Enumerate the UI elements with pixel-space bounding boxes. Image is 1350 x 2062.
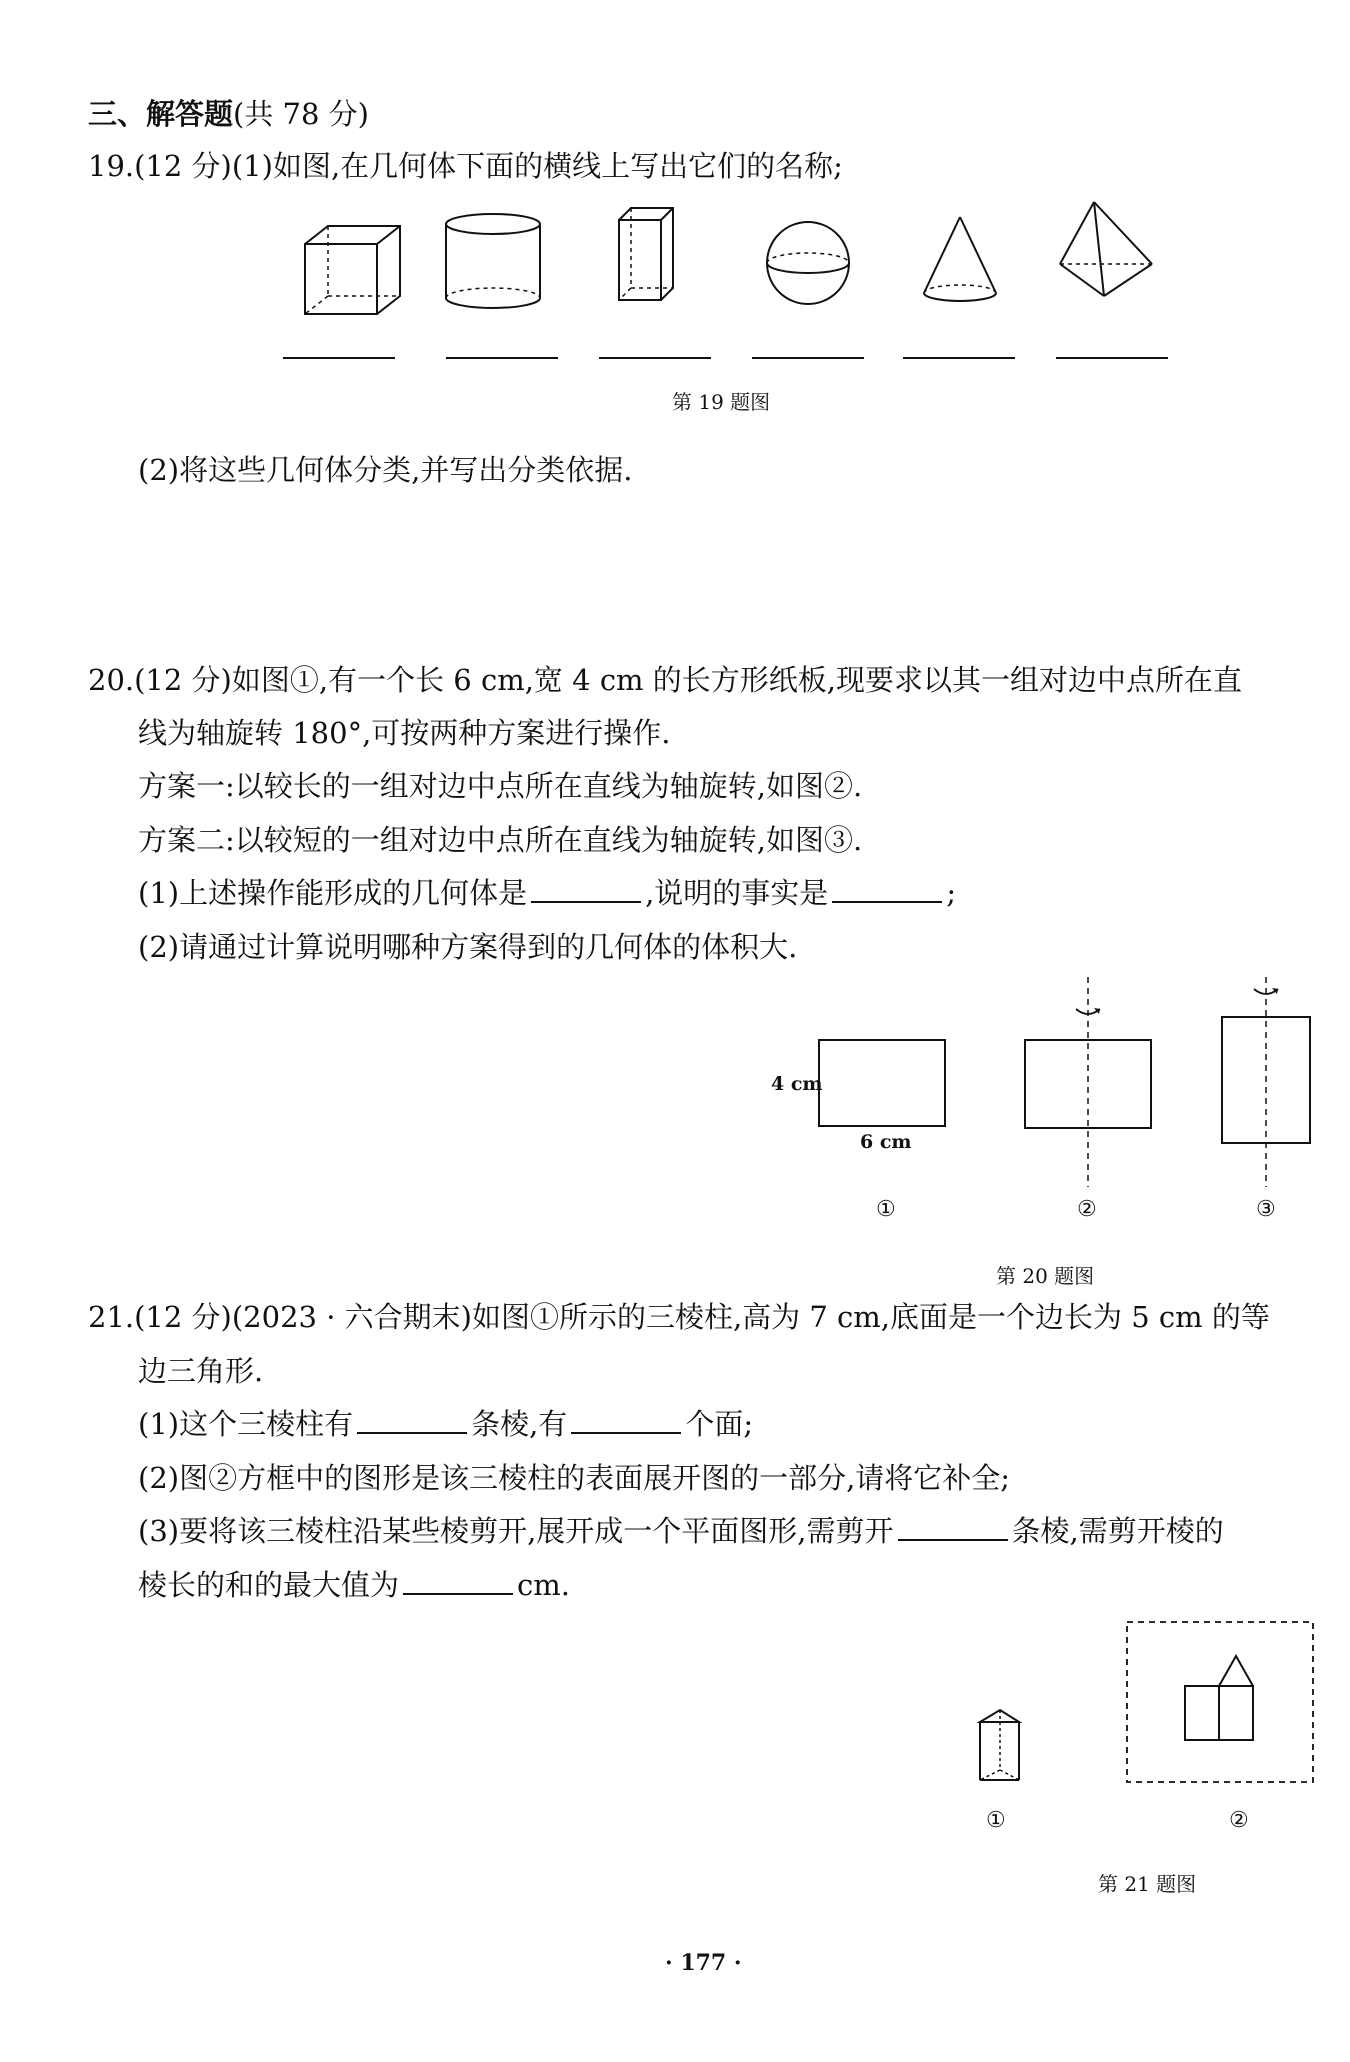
- section-title: 三、解答题: [88, 97, 234, 131]
- answer-line-2[interactable]: [446, 357, 558, 359]
- label-length: 6 cm: [860, 1131, 912, 1153]
- answer-blank[interactable]: [898, 1513, 1008, 1541]
- rectangle-figure-2: [1020, 975, 1150, 1190]
- q19-part2: (2)将这些几何体分类,并写出分类依据.: [138, 453, 633, 487]
- q21-part1-text-a: (1)这个三棱柱有: [138, 1407, 354, 1441]
- answer-line-1[interactable]: [283, 357, 395, 359]
- q20-part1: [138, 873, 956, 913]
- label-width: 4 cm: [771, 1073, 823, 1095]
- q21-part3-text-a: (3)要将该三棱柱沿某些棱剪开,展开成一个平面图形,需剪开: [138, 1514, 894, 1548]
- q21-line2: 边三角形.: [138, 1354, 264, 1388]
- answer-line-4[interactable]: [752, 357, 864, 359]
- answer-line-6[interactable]: [1056, 357, 1168, 359]
- answer-blank[interactable]: [571, 1406, 681, 1434]
- answer-blank[interactable]: [531, 875, 641, 903]
- rectangular-prism-icon: [617, 206, 677, 302]
- q21-part3-text-b: 条棱,需剪开棱的: [1011, 1514, 1224, 1548]
- page-number: · 177 ·: [665, 1950, 742, 1976]
- q21-part1-text-b: 条棱,有: [471, 1407, 568, 1441]
- q20-line1: 20.(12 分)如图①,有一个长 6 cm,宽 4 cm 的长方形纸板,现要求以其一组对边中点所在直: [88, 663, 1242, 697]
- sphere-icon: [763, 218, 853, 308]
- marker-3: ③: [1256, 1197, 1276, 1222]
- cylinder-icon: [443, 212, 543, 312]
- marker-1: ①: [876, 1197, 896, 1222]
- q21-part2: (2)图②方框中的图形是该三棱柱的表面展开图的一部分,请将它补全;: [138, 1461, 1011, 1495]
- q21-marker-2: ②: [1229, 1808, 1249, 1833]
- q20-plan1: 方案一:以较长的一组对边中点所在直线为轴旋转,如图②.: [138, 769, 863, 803]
- q21-marker-1: ①: [986, 1808, 1006, 1833]
- q20-caption: 第 20 题图: [996, 1264, 1095, 1288]
- q19-caption: 第 19 题图: [672, 390, 771, 414]
- net-diagram-frame: [1125, 1620, 1317, 1786]
- q20-plan2: 方案二:以较短的一组对边中点所在直线为轴旋转,如图③.: [138, 823, 863, 857]
- q21-part1: [138, 1404, 753, 1444]
- q21-part3-line2: [138, 1565, 570, 1605]
- q19-part1: 19.(12 分)(1)如图,在几何体下面的横线上写出它们的名称;: [88, 149, 843, 183]
- section-score: (共 78 分): [233, 97, 369, 131]
- section-header: [88, 94, 369, 134]
- q21-part3-text-d: cm.: [517, 1568, 570, 1602]
- triangular-pyramid-icon: [1058, 200, 1158, 300]
- cone-icon: [920, 215, 1000, 305]
- cube-icon: [300, 222, 405, 317]
- answer-line-3[interactable]: [599, 357, 711, 359]
- answer-line-5[interactable]: [903, 357, 1015, 359]
- q21-part1-text-c: 个面;: [685, 1407, 754, 1441]
- q20-part1-text-b: ,说明的事实是: [645, 876, 829, 910]
- answer-blank[interactable]: [403, 1567, 513, 1595]
- triangular-prism-icon: [977, 1708, 1023, 1784]
- rectangle-figure-3: [1218, 975, 1318, 1190]
- q20-part2: (2)请通过计算说明哪种方案得到的几何体的体积大.: [138, 930, 798, 964]
- q21-caption: 第 21 题图: [1098, 1872, 1197, 1896]
- q21-part3-line1: [138, 1511, 1224, 1551]
- q20-part1-text-a: (1)上述操作能形成的几何体是: [138, 876, 528, 910]
- answer-blank[interactable]: [357, 1406, 467, 1434]
- q20-part1-text-c: ;: [946, 876, 957, 910]
- q20-line2: 线为轴旋转 180°,可按两种方案进行操作.: [138, 716, 671, 750]
- q21-part3-text-c: 棱长的和的最大值为: [138, 1568, 400, 1602]
- marker-2: ②: [1077, 1197, 1097, 1222]
- q21-line1: 21.(12 分)(2023 · 六合期末)如图①所示的三棱柱,高为 7 cm,底面是一个边长为 5 cm 的等: [88, 1300, 1270, 1334]
- answer-blank[interactable]: [832, 875, 942, 903]
- rectangle-figure-1: [818, 1039, 948, 1129]
